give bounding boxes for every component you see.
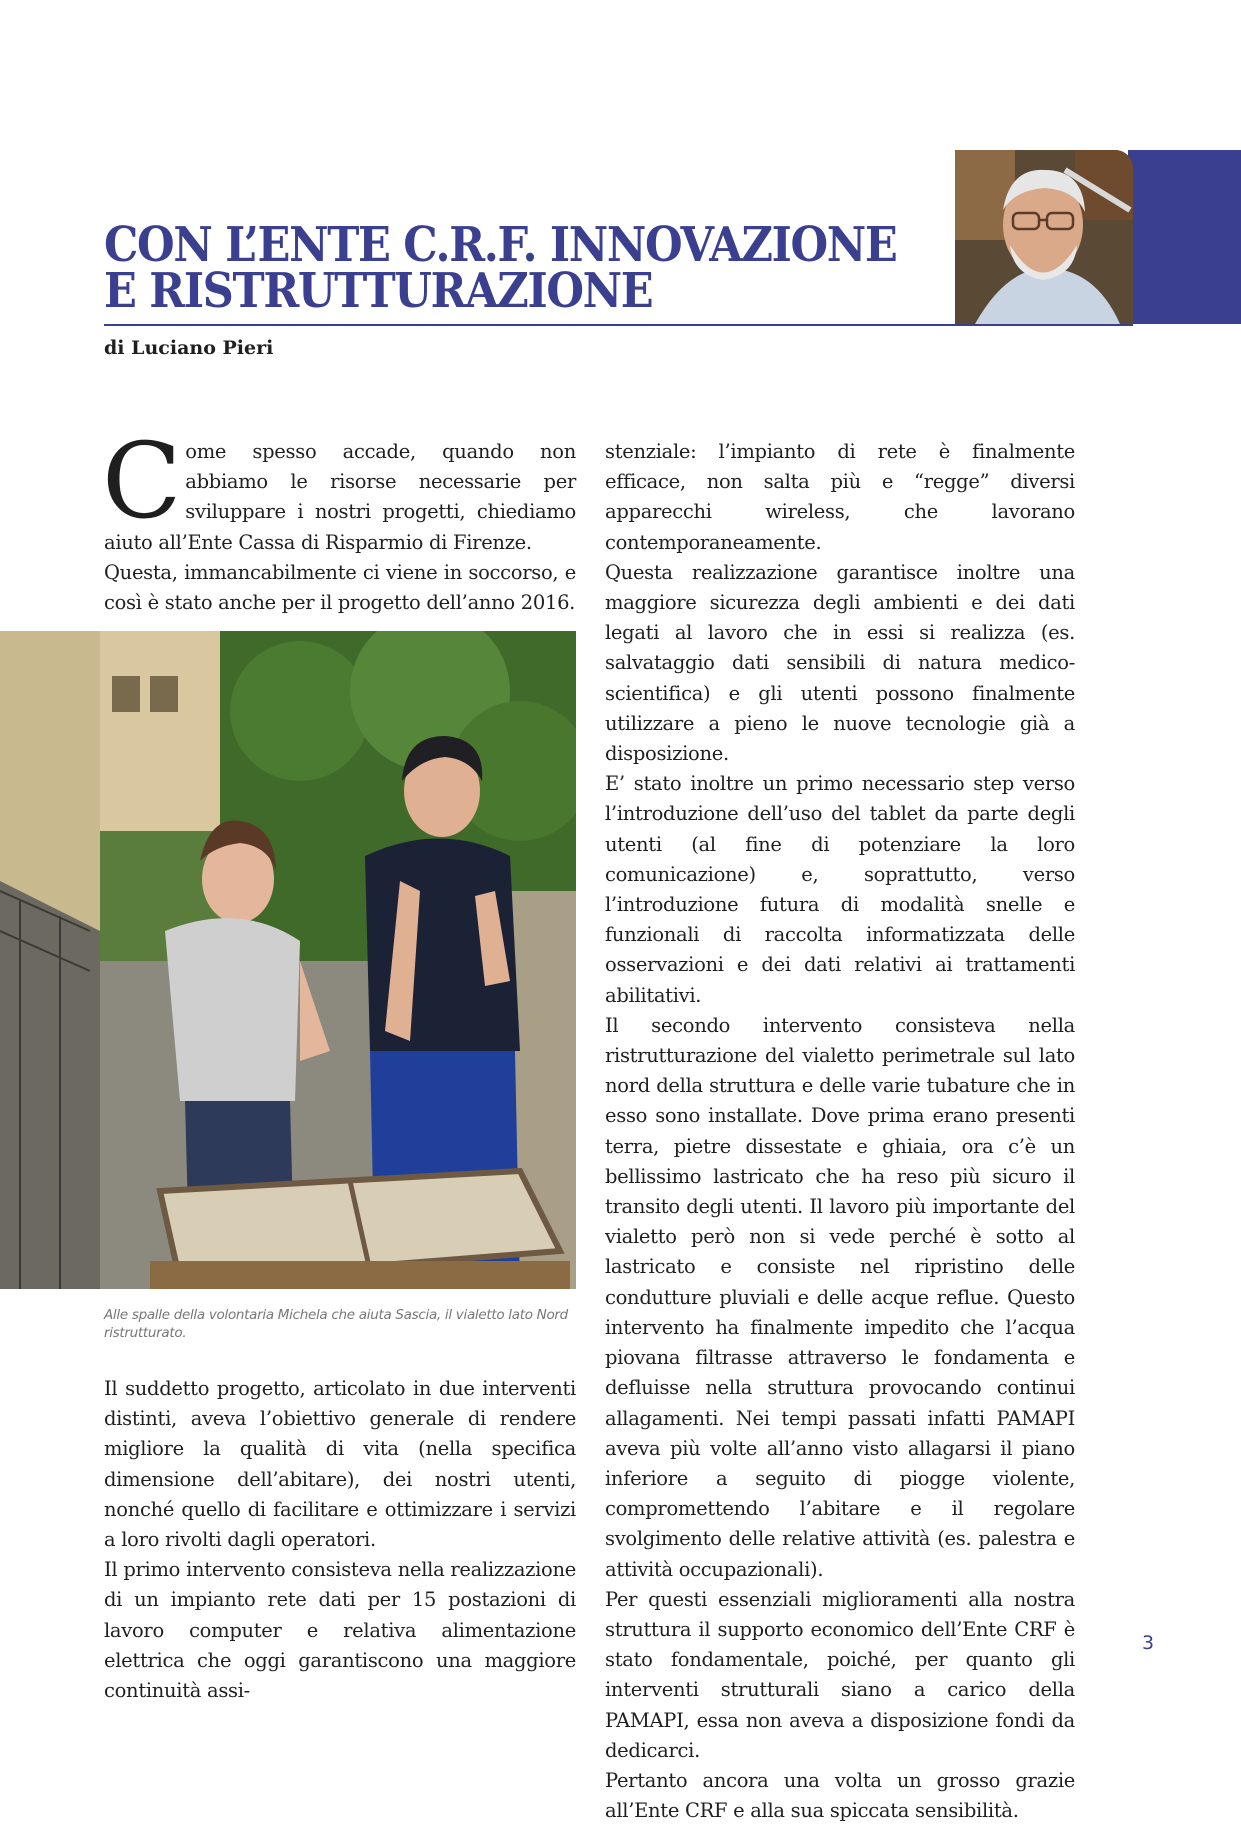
accent-color-block xyxy=(1128,150,1241,324)
intro-paragraph-1 xyxy=(102,420,576,558)
page-number: 3 xyxy=(1142,1632,1155,1654)
intro-paragraph-1-text: ome spesso accade, quando non abbiamo le risorse necessarie per sviluppare i nostri progetti, chiediamo aiuto all’Ente Cassa di Risparmio di Firenze. xyxy=(104,440,576,554)
body-paragraph-6: Il secondo intervento consisteva nella ristrutturazione del vialetto perimetrale sul lato nord della struttura e delle varie tubature che in esso sono installate. Dove prima erano presenti terra, pietre dissestate e ghiaia, ora c’è un bellissimo lastricato che ha reso più sicuro il transito degli utenti. Il lavoro più importante del vialetto però non si vede perché è sotto al lastricato e consiste nel ripristino delle condutture pluviali e delle acque reflue. Questo intervento ha finalmente impedito che l’acqua piovana filtrasse attraverso le fondamenta e defluisse nella struttura provocando continui allagamenti. Nei tempi passati infatti PAMAPI aveva più volte all’anno visto allagarsi il piano inferiore a seguito di piogge violente, compromettendo l’abitare e il regolare svolgimento delle relative attività (es. palestra e attività occupazionali). xyxy=(605,1013,1075,1581)
photo-caption: Alle spalle della volontaria Michela che aiuta Sascia, il vialetto lato Nord ristrutturato. xyxy=(104,1307,568,1341)
article-title-line-2: E RISTRUTTURAZIONE xyxy=(104,263,653,319)
right-column-body xyxy=(605,437,1075,1826)
body-paragraph-5: E’ stato inoltre un primo necessario step verso l’introduzione dell’uso del tablet da parte degli utenti (al fine di potenziare la loro comunicazione) e, soprattutto, verso l’introduzione futura di modalità snelle e funzionali di raccolta informatizzata delle osservazioni e dei dati relativi ai trattamenti abilitativi. xyxy=(605,772,1075,1007)
body-paragraph-1: Il suddetto progetto, articolato in due interventi distinti, aveva l’obiettivo generale di rendere migliore la qualità di vita (nella specifica dimensione dell’abitare), dei nostri utenti, nonché quello di facilitare e ottimizzare i servizi a loro rivolti dagli operatori. xyxy=(104,1377,576,1552)
left-column-body xyxy=(104,1374,576,1706)
body-paragraph-2: Il primo intervento consisteva nella realizzazione di un impianto rete dati per 15 postazioni di lavoro computer e relativa alimentazione elettrica che oggi garantiscono una maggiore continuità assi- xyxy=(104,1558,576,1703)
left-column-intro xyxy=(102,420,576,618)
title-divider xyxy=(104,324,1133,326)
article-title xyxy=(104,217,897,319)
intro-paragraph-2: Questa, immancabilmente ci viene in soccorso, e così è stato anche per il progetto dell’anno 2016. xyxy=(104,560,576,615)
article-photo xyxy=(0,631,576,1289)
article-title-line-1: CON L’ENTE C.R.F. INNOVAZIONE xyxy=(104,217,897,273)
body-paragraph-7: Per questi essenziali miglioramenti alla nostra struttura il supporto economico dell’Ente CRF è stato fondamentale, poiché, per quanto gli interventi strutturali siano a carico della PAMAPI, essa non aveva a disposizione fondi da dedicarci. xyxy=(605,1587,1075,1762)
author-portrait-photo xyxy=(955,150,1133,324)
body-paragraph-3: stenziale: l’impianto di rete è finalmente efficace, non salta più e “regge” diversi apparecchi wireless, che lavorano contemporaneamente. xyxy=(605,440,1075,554)
body-paragraph-8: Pertanto ancora una volta un grosso grazie all’Ente CRF e alla sua spiccata sensibilità. xyxy=(605,1768,1075,1823)
drop-cap: C xyxy=(102,420,182,542)
byline: di Luciano Pieri xyxy=(104,337,274,359)
body-paragraph-4: Questa realizzazione garantisce inoltre una maggiore sicurezza degli ambienti e dei dati legati al lavoro che in essi si realizza (es. salvataggio dati sensibili di natura medico-scientifica) e gli utenti possono finalmente utilizzare a pieno le nuove tecnologie già a disposizione. xyxy=(605,560,1075,766)
